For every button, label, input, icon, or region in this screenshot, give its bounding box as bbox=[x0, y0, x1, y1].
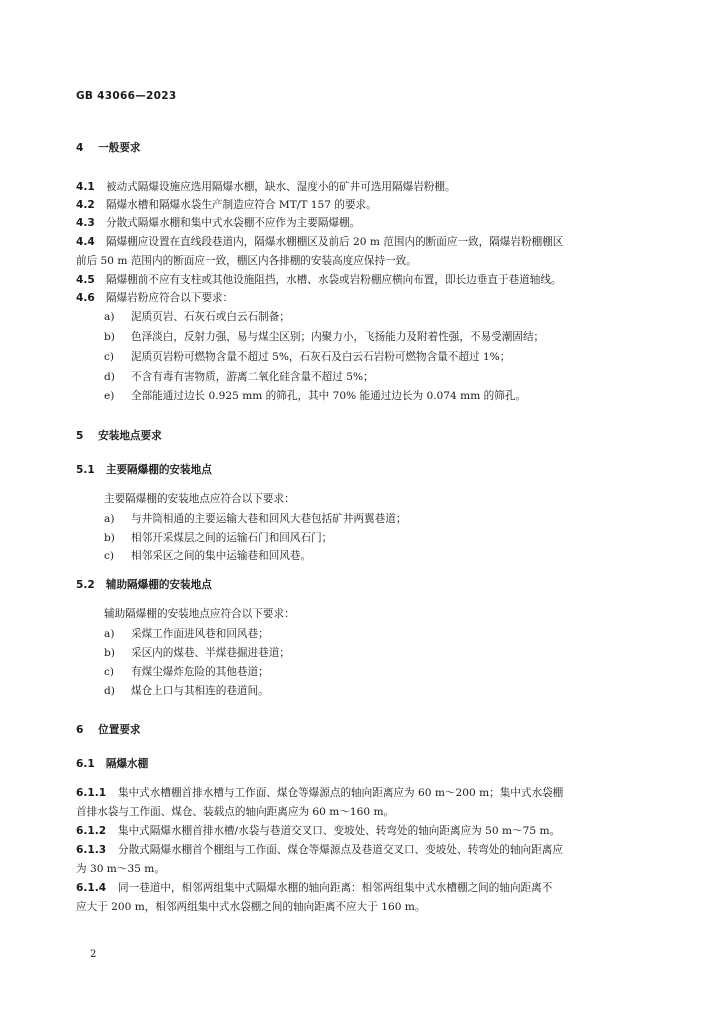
clause-6-1-2 bbox=[76, 824, 560, 839]
clause-4-1 bbox=[76, 180, 456, 195]
list-item bbox=[104, 310, 290, 325]
list-label: e) bbox=[104, 390, 115, 402]
clause-4-3 bbox=[76, 216, 360, 231]
clause-4-4 bbox=[76, 235, 563, 250]
list-text: 有煤尘爆炸危险的其他巷道； bbox=[131, 666, 269, 678]
clause-6-1-3 bbox=[76, 843, 563, 858]
list-text: 相邻采区之间的集中运输巷和回风巷。 bbox=[131, 550, 312, 562]
clause-text: 隔爆棚应设置在直线段巷道内，隔爆水棚棚区及前后 20 m 范围内的断面应一致，隔爆岩粉棚棚区 bbox=[106, 236, 564, 248]
list-item bbox=[104, 389, 526, 404]
clause-text: 被动式隔爆设施应选用隔爆水棚，缺水、湿度小的矿井可选用隔爆岩粉棚。 bbox=[106, 181, 456, 193]
list-label: a) bbox=[104, 513, 115, 525]
list-label: d) bbox=[104, 371, 115, 383]
section-number: 6 bbox=[76, 724, 84, 736]
list-text: 采区内的煤巷、半煤巷掘进巷道； bbox=[131, 647, 290, 659]
list-label: a) bbox=[104, 311, 115, 323]
section-title: 安装地点要求 bbox=[98, 430, 162, 442]
list-label: b) bbox=[104, 532, 115, 544]
clause-number: 4.6 bbox=[76, 292, 95, 304]
section-number: 4 bbox=[76, 142, 84, 154]
clause-6-1-1 bbox=[76, 786, 563, 801]
subsection-title: 主要隔爆棚的安装地点 bbox=[105, 464, 212, 476]
list-text: 采煤工作面进风巷和回风巷； bbox=[131, 628, 269, 640]
section-5-heading bbox=[76, 429, 162, 444]
list-label: b) bbox=[104, 647, 115, 659]
list-text: 泥质页岩、石灰石或白云石制备； bbox=[131, 311, 290, 323]
list-label: c) bbox=[104, 351, 115, 363]
list-item bbox=[104, 512, 406, 527]
clause-4-2 bbox=[76, 198, 377, 213]
clause-text: 隔爆岩粉应符合以下要求： bbox=[106, 292, 234, 304]
list-item bbox=[104, 531, 332, 546]
clause-text: 分散式隔爆水棚和集中式水袋棚不应作为主要隔爆棚。 bbox=[106, 217, 361, 229]
page-number: 2 bbox=[90, 949, 97, 960]
list-item bbox=[104, 549, 311, 564]
subsection-5-2-heading bbox=[76, 578, 212, 593]
clause-4-4-continued: 前后 50 m 范围内的断面应一致，棚区内各排棚的安装高度应保持一致。 bbox=[76, 255, 417, 267]
clause-6-1-4-continued: 应大于 200 m，相邻两组集中式水袋棚之间的轴向距离不应大于 160 m。 bbox=[76, 901, 426, 913]
list-label: c) bbox=[104, 666, 115, 678]
paragraph: 主要隔爆棚的安装地点应符合以下要求： bbox=[104, 493, 295, 505]
list-item bbox=[104, 684, 269, 699]
clause-number: 4.5 bbox=[76, 274, 95, 286]
list-label: b) bbox=[104, 331, 115, 343]
subsection-5-1-heading bbox=[76, 463, 212, 478]
list-text: 与井筒相通的主要运输大巷和回风大巷包括矿井两翼巷道； bbox=[131, 513, 407, 525]
list-text: 泥质页岩粉可燃物含量不超过 5%，石灰石及白云石岩粉可燃物含量不超过 1%； bbox=[131, 351, 511, 363]
list-item bbox=[104, 330, 544, 345]
list-text: 煤仓上口与其相连的巷道间。 bbox=[131, 685, 269, 697]
section-4-heading bbox=[76, 141, 141, 156]
subsection-6-1-heading bbox=[76, 757, 148, 772]
clause-number: 4.2 bbox=[76, 199, 95, 211]
section-6-heading bbox=[76, 723, 141, 738]
list-label: c) bbox=[104, 550, 115, 562]
subsection-number: 5.1 bbox=[76, 464, 95, 476]
subsection-title: 隔爆水棚 bbox=[105, 758, 149, 770]
clause-text: 集中式水槽棚首排水槽与工作面、煤仓等爆源点的轴向距离应为 60 m～200 m；集中式水袋棚 bbox=[118, 787, 564, 799]
list-item bbox=[104, 370, 374, 385]
list-item bbox=[104, 350, 510, 365]
subsection-number: 5.2 bbox=[76, 579, 95, 591]
list-text: 相邻开采煤层之间的运输石门和回风石门； bbox=[131, 532, 333, 544]
clause-number: 6.1.3 bbox=[76, 844, 107, 856]
list-text: 色泽淡白，反射力强，易与煤尘区别；内聚力小，飞扬能力及附着性强，不易受潮固结； bbox=[131, 331, 545, 343]
clause-text: 隔爆棚前不应有支柱或其他设施阻挡，水槽、水袋或岩粉棚应横向布置，即长边垂直于巷道轴线。 bbox=[106, 274, 562, 286]
clause-6-1-3-continued: 为 30 m～35 m。 bbox=[76, 863, 165, 875]
list-item bbox=[104, 627, 269, 642]
section-title: 一般要求 bbox=[98, 142, 141, 154]
clause-number: 4.1 bbox=[76, 181, 95, 193]
paragraph: 辅助隔爆棚的安装地点应符合以下要求： bbox=[104, 608, 295, 620]
standard-header: GB 43066—2023 bbox=[76, 90, 177, 102]
list-item bbox=[104, 646, 290, 661]
list-text: 不含有毒有害物质，游离二氧化硅含量不超过 5%； bbox=[131, 371, 374, 383]
clause-text: 隔爆水槽和隔爆水袋生产制造应符合 MT/T 157 的要求。 bbox=[106, 199, 377, 211]
clause-text: 分散式隔爆水棚首个棚组与工作面、煤仓等爆源点及巷道交叉口、变坡处、转弯处的轴向距离应 bbox=[118, 844, 563, 856]
clause-number: 6.1.1 bbox=[76, 787, 107, 799]
list-text: 全部能通过边长 0.925 mm 的筛孔，其中 70% 能通过边长为 0.074 mm 的筛孔。 bbox=[131, 390, 526, 402]
clause-number: 6.1.4 bbox=[76, 882, 107, 894]
list-label: a) bbox=[104, 628, 115, 640]
subsection-title: 辅助隔爆棚的安装地点 bbox=[105, 579, 212, 591]
clause-text: 同一巷道中，相邻两组集中式隔爆水棚的轴向距离：相邻两组集中式水槽棚之间的轴向距离不 bbox=[118, 882, 553, 894]
clause-6-1-1-continued: 首排水袋与工作面、煤仓、装载点的轴向距离应为 60 m～160 m。 bbox=[76, 806, 395, 818]
clause-number: 4.3 bbox=[76, 217, 95, 229]
clause-number: 4.4 bbox=[76, 236, 95, 248]
list-item bbox=[104, 665, 269, 680]
section-title: 位置要求 bbox=[98, 724, 141, 736]
section-number: 5 bbox=[76, 430, 84, 442]
clause-4-6 bbox=[76, 291, 233, 306]
clause-number: 6.1.2 bbox=[76, 825, 107, 837]
clause-text: 集中式隔爆水棚首排水槽/水袋与巷道交叉口、变坡处、转弯处的轴向距离应为 50 m～75 m。 bbox=[118, 825, 561, 837]
clause-4-5 bbox=[76, 273, 562, 288]
clause-6-1-4 bbox=[76, 881, 552, 896]
subsection-number: 6.1 bbox=[76, 758, 95, 770]
list-label: d) bbox=[104, 685, 115, 697]
